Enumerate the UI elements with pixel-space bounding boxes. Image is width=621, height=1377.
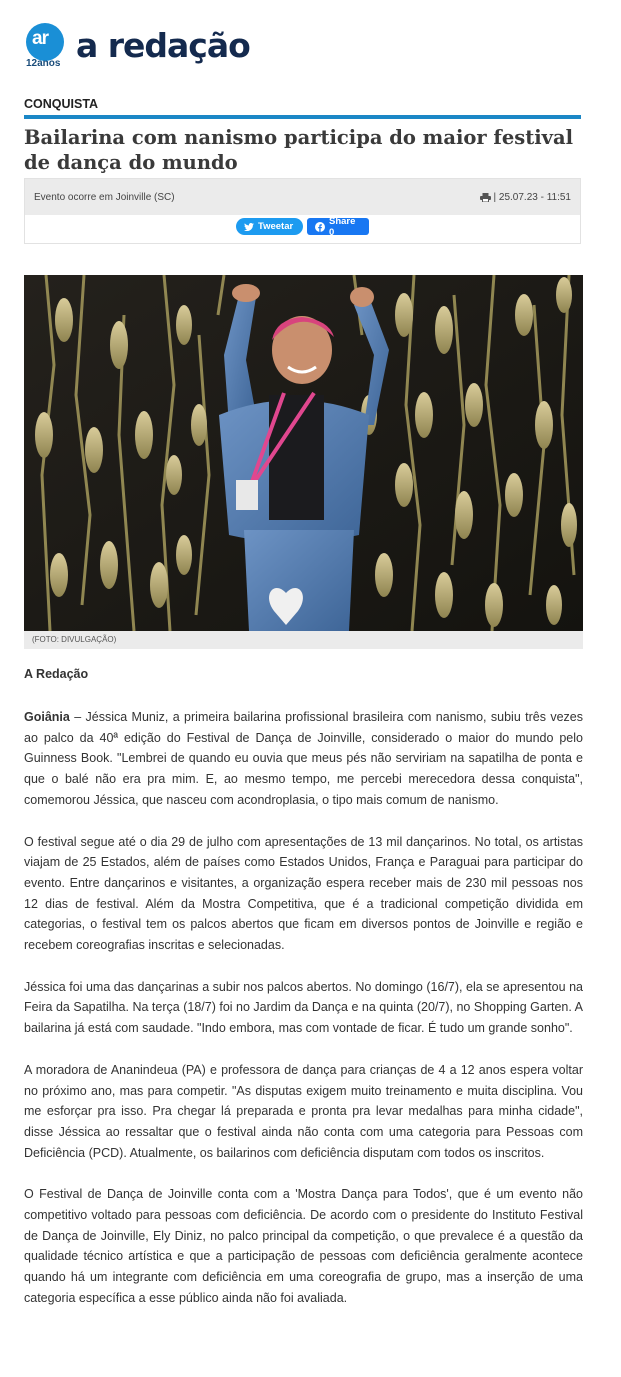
facebook-icon: [315, 222, 325, 232]
lead-location: Goiânia: [24, 710, 70, 724]
logo-badge: [24, 22, 68, 70]
paragraph: O Festival de Dança de Joinville conta com a 'Mostra Dança para Todos', que é um evento não competitivo voltado para pessoas com deficiência. De acordo com o presidente do Instituto Festival de Dança de Joinville, Ely Diniz, no palco principal da competição, o que prevalece é a questão da qualidade técnico artística e que a participação de pessoas com deficiência geralmente acontece quando há um integrante com deficiência em uma coreografia de grupo, mas a inserção de uma categoria específica a esse público ainda não foi avaliada.: [24, 1187, 583, 1305]
paragraph: A moradora de Ananindeua (PA) e professora de dança para crianças de 4 a 12 anos espera voltar no próximo ano, mas para competir. "As disputas exigem muito treinamento e muita disciplina. Vou me esforçar pra isso. Pra chegar lá preparada e pronta pra levar medalhas para minha cidade", disse Jéssica ao ressaltar que o festival ainda não conta com uma categoria para Pessoas com Deficiência (PCD). Atualmente, os bailarinos com deficiência disputam com todos os inscritos.: [24, 1062, 583, 1160]
logo-badge-text: ar: [32, 28, 48, 49]
paragraph: O festival segue até o dia 29 de julho com apresentações de 13 mil dançarinos. No total, os artistas viajam de 25 Estados, além de países como Estados Unidos, França e Paraguai para participar do evento. Entre dançarinos e visitantes, a organização espera receber mais de 230 mil pessoas nos 12 dias de festival. Além da Mostra Competitiva, que é a tradicional competição dividida em categorias, o festival tem os palcos abertos que ficam em diversos pontos de Joinville e região e recebem coreografias inscritas e selecionadas.: [24, 834, 583, 953]
paragraph-text: – Jéssica Muniz, a primeira bailarina profissional brasileira com nanismo, subiu três vezes ao palco da 40ª edição do Festival de Dança de Joinville, considerado o maior do mundo pelo Guinness Book. "Lembrei de quando eu ouvia que meus pés não serviriam na sapatilha de ponta e que o balé não era pra mim. E, ao mesmo tempo, me percebi merecedora dessa conquista", comemorou Jéssica, que nasceu com acondroplasia, o tipo mais comum de nanismo.: [24, 710, 583, 807]
tweet-button[interactable]: [236, 218, 303, 235]
article-headline: Bailarina com nanismo participa do maior festival de dança do mundo: [24, 126, 573, 174]
photo-caption: (FOTO: DIVULGAÇÃO): [24, 631, 583, 649]
logo-years: 12anos: [26, 58, 61, 69]
facebook-share-button[interactable]: [307, 215, 369, 238]
facebook-share-label: Share 0: [329, 215, 356, 238]
share-buttons: [25, 215, 580, 238]
article-byline: A Redação: [24, 667, 89, 681]
meta-bar: [25, 179, 580, 215]
print-icon[interactable]: [480, 193, 491, 202]
site-name: a redação: [76, 26, 250, 65]
article-photo: [24, 275, 583, 631]
section-divider: [24, 115, 581, 119]
article-body: [24, 707, 583, 1330]
article-datetime: | 25.07.23 - 11:51: [493, 191, 571, 203]
site-logo[interactable]: [24, 22, 250, 70]
paragraph: Jéssica foi uma das dançarinas a subir nos palcos abertos. No domingo (16/7), ela se apresentou na Feira da Sapatilha. Na terça (18/7) foi no Jardim da Dança e na quinta (20/7), no Shopping Garten. A bailarina já está com saudade. "Indo embora, mas com vontade de ficar. É tudo um grande sonho".: [24, 979, 583, 1036]
section-label[interactable]: CONQUISTA: [24, 97, 99, 111]
article-subtitle: Evento ocorre em Joinville (SC): [34, 191, 175, 203]
tweet-label: Tweetar: [258, 221, 294, 232]
paragraph: [24, 707, 583, 811]
twitter-bird-icon: [244, 223, 254, 231]
meta-right: [480, 192, 571, 203]
article-meta-box: [24, 178, 581, 244]
